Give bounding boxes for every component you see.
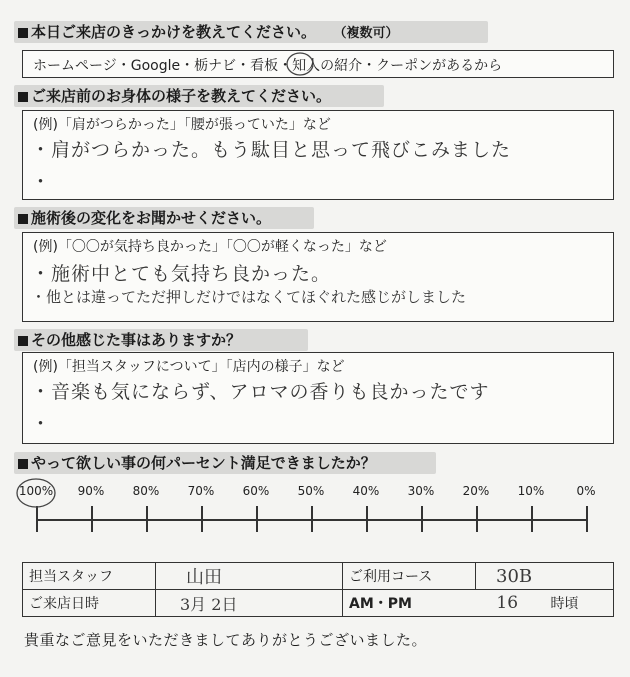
staff-value: 山田 <box>156 563 343 590</box>
hand-drawn-circle-icon <box>285 51 315 77</box>
staff-label: 担当スタッフ <box>23 563 156 590</box>
square-bullet-icon <box>18 336 28 346</box>
scale-label-100: 100% <box>18 484 54 498</box>
date-value: 3月 2日 <box>156 590 343 617</box>
scale-tick <box>531 506 533 532</box>
scale-label-20: 20% <box>462 484 490 498</box>
after-change-example: (例)「〇〇が気持ち良かった」「〇〇が軽くなった」など <box>33 239 387 255</box>
date-label: ご来店日時 <box>23 590 156 617</box>
after-answer-2: ・他とは違ってただ押しだけではなくてほぐれた感じがしました <box>31 288 467 306</box>
other-answer-1: ・音楽も気にならず、アロマの香りも良かったです <box>31 381 490 403</box>
other-answer-2: ・ <box>31 413 52 435</box>
scale-label-50: 50% <box>297 484 325 498</box>
scale-label-30: 30% <box>407 484 435 498</box>
section-header-after-change: 施術後の変化をお聞かせください。 <box>14 207 314 229</box>
time-suffix: 時頃 <box>550 596 579 612</box>
table-row <box>23 563 614 590</box>
section-header-before-condition: ご来店前のお身体の様子を教えてください。 <box>14 85 384 107</box>
square-bullet-icon <box>18 459 28 469</box>
scale-label-40: 40% <box>352 484 380 498</box>
multiple-choice-note: （複数可） <box>340 26 399 41</box>
other-example: (例)「担当スタッフについて」「店内の様子」など <box>33 359 345 375</box>
scale-tick <box>146 506 148 532</box>
section-header-satisfaction: やって欲しい事の何パーセント満足できましたか？ <box>14 452 436 474</box>
scale-tick <box>201 506 203 532</box>
course-label: ご利用コース <box>343 563 476 590</box>
section-header-visit-reason: 本日ご来店のきっかけを教えてください。 （複数可） <box>14 21 488 43</box>
scale-tick <box>476 506 478 532</box>
scale-tick <box>311 506 313 532</box>
visit-reason-options: ホームページ・Google・栃ナビ・看板・知人の紹介・クーポンがあるから <box>33 58 503 74</box>
before-answer-2: ・ <box>31 171 52 193</box>
scale-tick <box>91 506 93 532</box>
ampm-label: AM・PM <box>349 596 412 612</box>
scale-tick <box>586 506 588 532</box>
square-bullet-icon <box>18 214 28 224</box>
scale-label-70: 70% <box>187 484 215 498</box>
scale-label-80: 80% <box>132 484 160 498</box>
scale-label-0: 0% <box>576 484 596 498</box>
time-cell <box>343 590 614 617</box>
scale-label-60: 60% <box>242 484 270 498</box>
table-row <box>23 590 614 617</box>
square-bullet-icon <box>18 28 28 38</box>
visit-reason-options-box <box>22 50 614 78</box>
scale-label-90: 90% <box>77 484 105 498</box>
before-answer-1: ・肩がつらかった。もう駄目と思って飛びこみました <box>31 139 512 161</box>
other-comments-box <box>22 352 614 444</box>
before-condition-example: (例)「肩がつらかった」「腰が張っていた」など <box>33 117 331 133</box>
after-change-box <box>22 232 614 322</box>
scale-tick <box>256 506 258 532</box>
course-value: 30B <box>476 563 614 590</box>
scale-tick <box>366 506 368 532</box>
square-bullet-icon <box>18 92 28 102</box>
selected-circle-icon <box>14 476 58 510</box>
scale-label-10: 10% <box>517 484 545 498</box>
visit-info-table <box>22 562 614 617</box>
after-answer-1: ・施術中とても気持ち良かった。 <box>31 263 332 285</box>
thank-you-message: 貴重なご意見をいただきましてありがとうございました。 <box>24 631 428 649</box>
section-header-other: その他感じた事はありますか？ <box>14 329 308 351</box>
before-condition-box <box>22 110 614 200</box>
scale-tick <box>421 506 423 532</box>
time-value: 16 <box>496 593 519 613</box>
